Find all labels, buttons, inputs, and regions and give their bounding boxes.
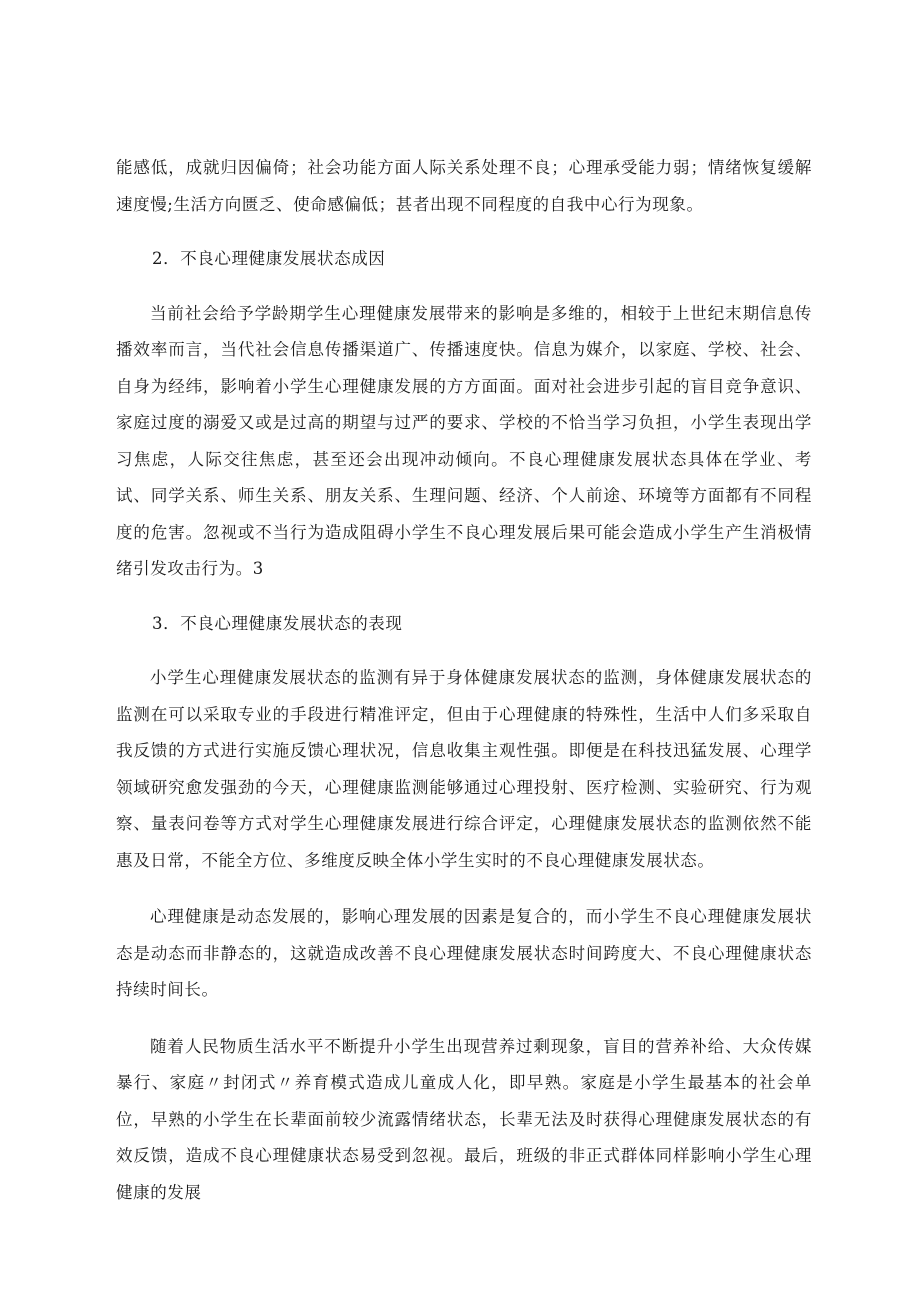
section-2-paragraph: 当前社会给予学龄期学生心理健康发展带来的影响是多维的，相较于上世纪末期信息传播效率而言，当代社会信息传播渠道广、传播速度快。信息为媒介，以家庭、学校、社会、自身为经纬，影响着小学生心理健康发展的方方面面。面对社会进步引起的盲目竞争意识、家庭过度的溺爱又或是过高的期望与过严的要求、学校的不恰当学习负担，小学生表现出学习焦虑，人际交往焦虑，甚至还会出现冲动倾向。不良心理健康发展状态具体在学业、考试、同学关系、师生关系、朋友关系、生理问题、经济、个人前途、环境等方面都有不同程度的危害。忽视或不当行为造成阻碍小学生不良心理发展后果可能会造成小学生产生消极情绪引发攻击行为。3 — [116, 303, 812, 578]
paragraph-spacer — [116, 879, 812, 899]
section-3-heading: 3．不良心理健康发展状态的表现 — [152, 613, 403, 633]
section-2-heading: 2．不良心理健康发展状态成因 — [152, 249, 386, 268]
paragraph-spacer — [116, 1009, 812, 1029]
document-body — [116, 150, 812, 1211]
section-3-paragraph-3: 随着人民物质生活水平不断提升小学生出现营养过剩现象，盲目的营养补给、大众传媒暴行、家庭〃封闭式〃养育模式造成儿童成人化，即早熟。家庭是小学生最基本的社会单位，早熟的小学生在长辈面前较少流露情绪状态，长辈无法及时获得心理健康发展状态的有效反馈，造成不良心理健康状态易受到忽视。最后，班级的非正式群体同样影响小学生心理健康的发展 — [116, 1036, 812, 1202]
section-3-paragraph-2: 心理健康是动态发展的，影响心理发展的因素是复合的，而小学生不良心理健康发展状态是动态而非静态的，这就造成改善不良心理健康发展状态时间跨度大、不良心理健康状态持续时间长。 — [116, 907, 812, 999]
section-3-paragraph-1: 小学生心理健康发展状态的监测有异于身体健康发展状态的监测，身体健康发展状态的监测在可以采取专业的手段进行精准评定，但由于心理健康的特殊性，生活中人们多采取自我反馈的方式进行实施反馈心理状况，信息收集主观性强。即便是在科技迅猛发展、心理学领域研究愈发强劲的今天，心理健康监测能够通过心理投射、医疗检测、实验研究、行为观察、量表问卷等方式对学生心理健康发展进行综合评定，心理健康发展状态的监测依然不能惠及日常，不能全方位、多维度反映全体小学生实时的不良心理健康发展状态。 — [116, 668, 812, 870]
continued-paragraph: 能感低，成就归因偏倚；社会功能方面人际关系处理不良；心理承受能力弱；情绪恢复缓解速度慢;生活方向匮乏、使命感偏低；甚者出现不同程度的自我中心行为现象。 — [116, 158, 812, 214]
paragraph-spacer — [116, 588, 812, 606]
paragraph-spacer — [116, 278, 812, 296]
paragraph-spacer — [116, 642, 812, 660]
paragraph-spacer — [116, 223, 812, 241]
